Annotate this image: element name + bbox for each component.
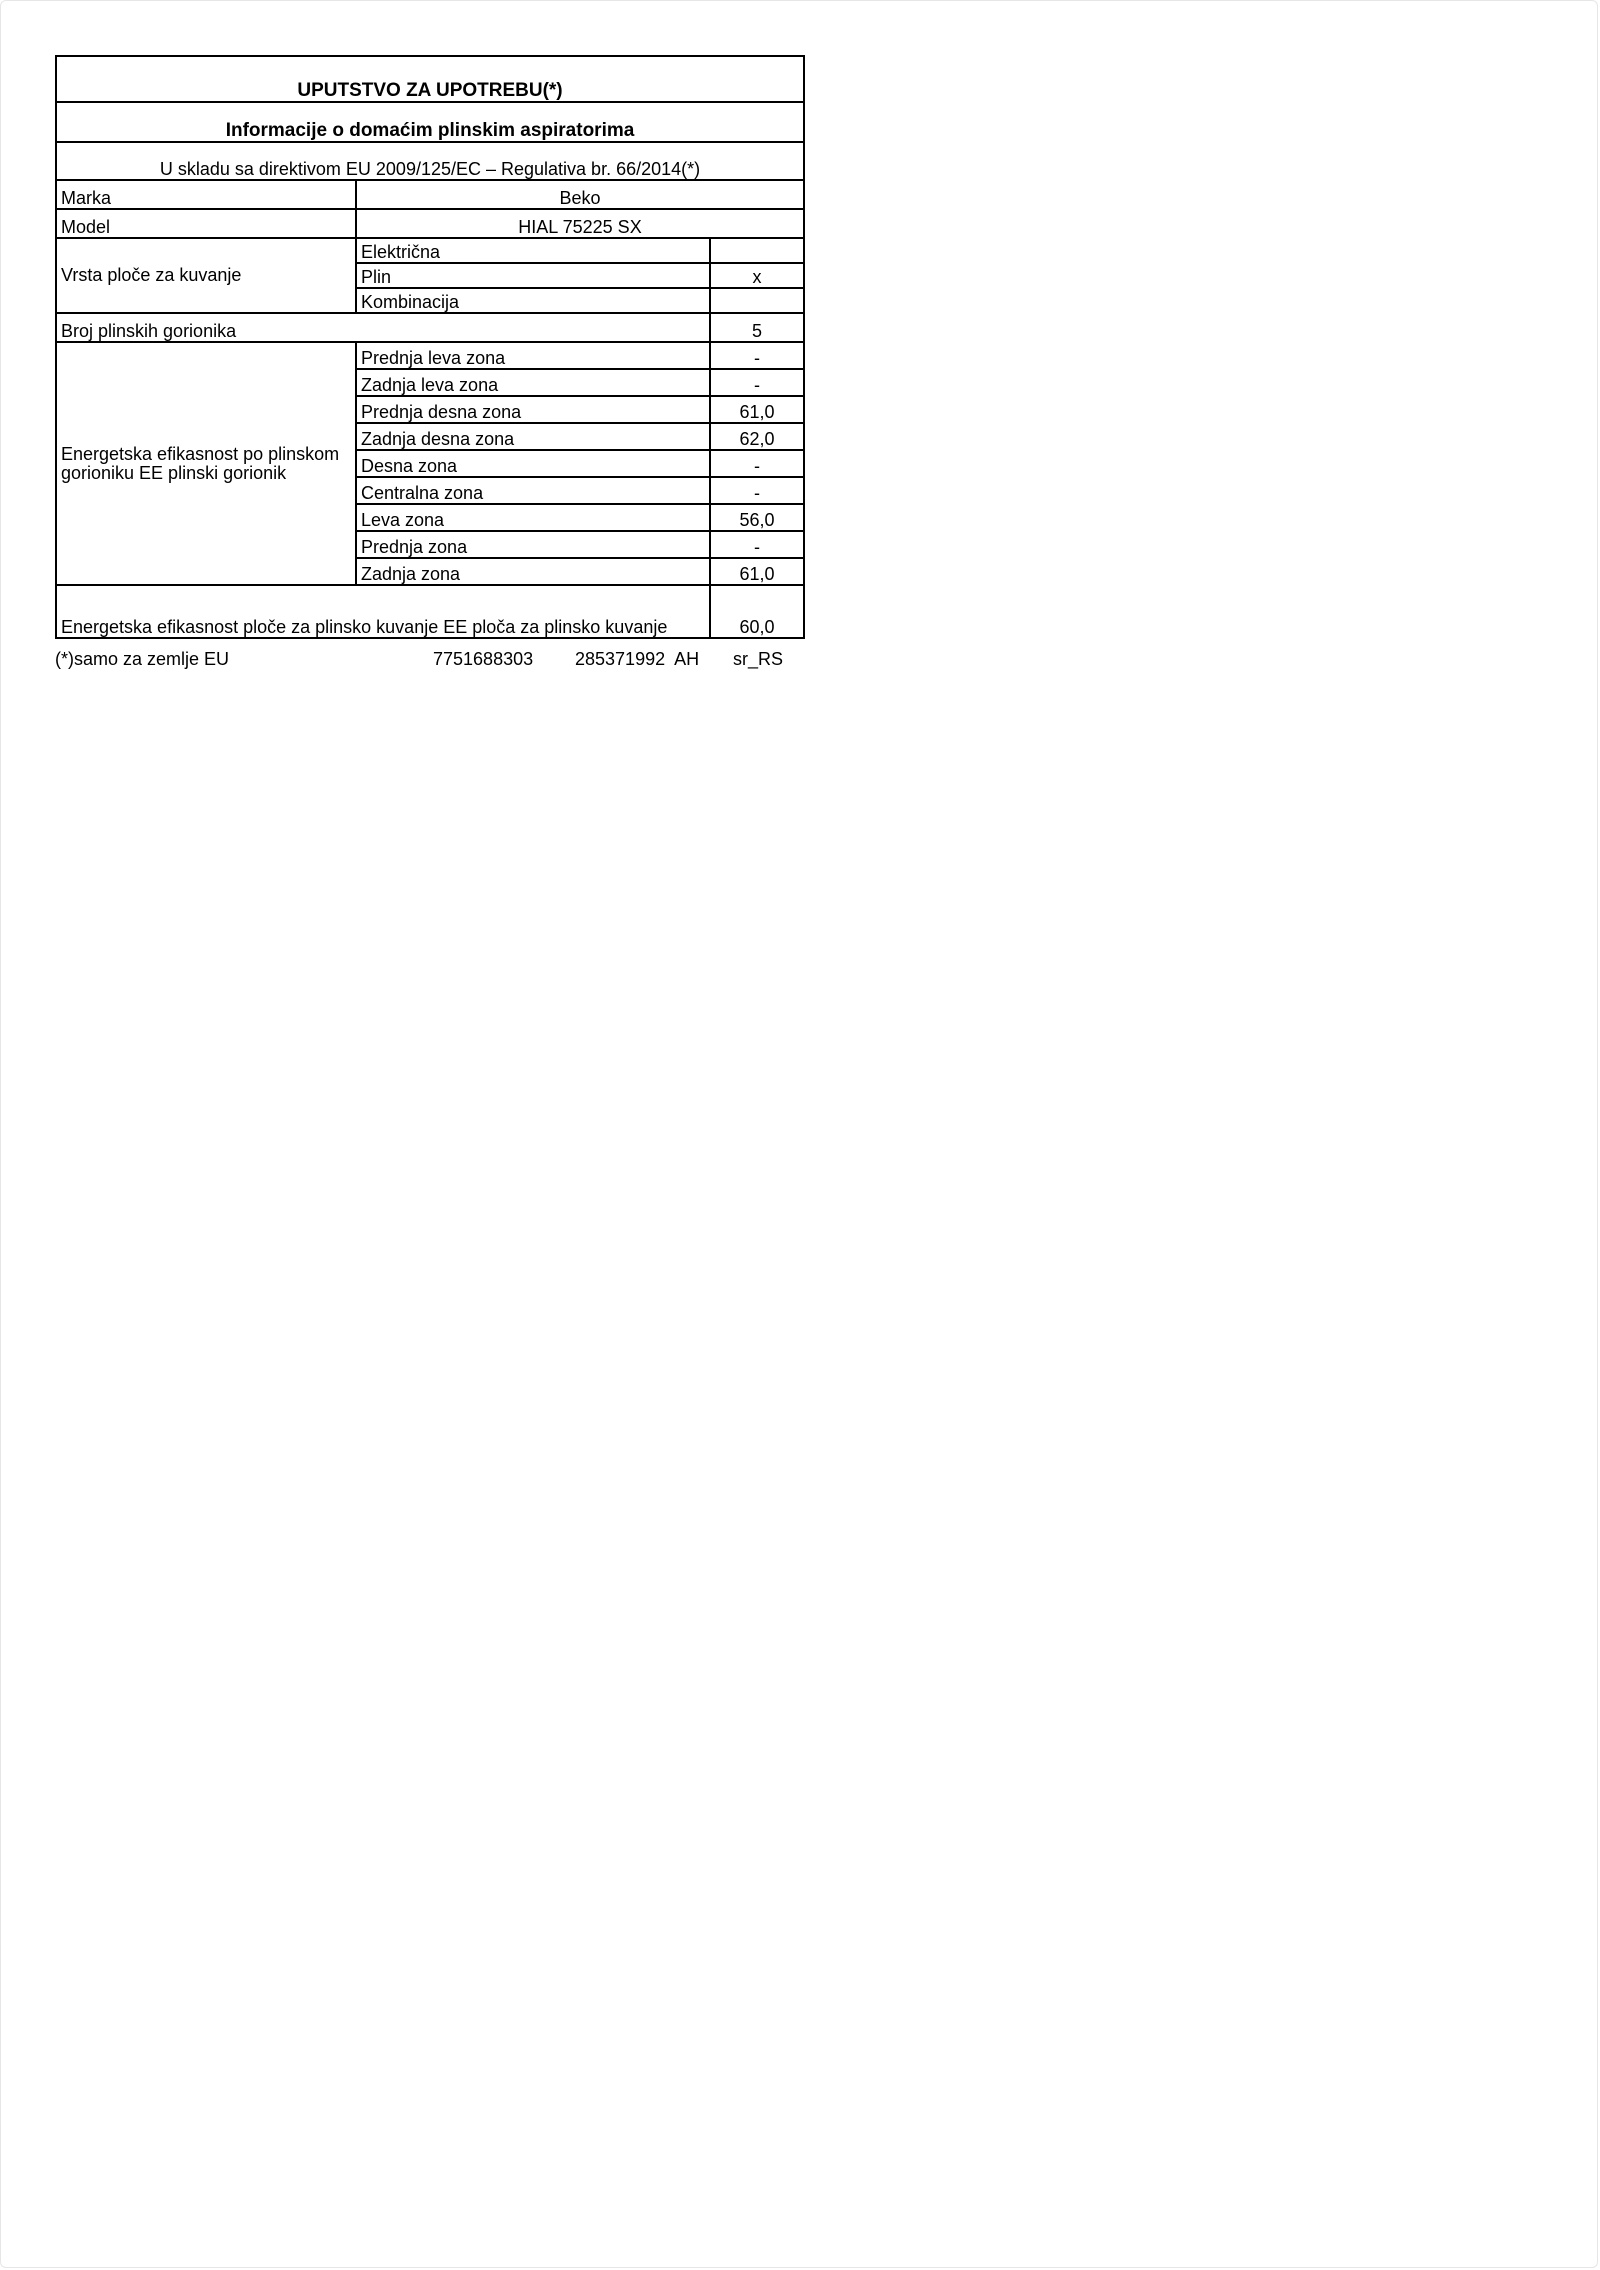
zone-name: Centralna zona <box>356 477 710 504</box>
zone-value: - <box>710 531 804 558</box>
zone-value: 56,0 <box>710 504 804 531</box>
hob-type-option-name: Električna <box>356 238 710 263</box>
zone-name: Zadnja zona <box>356 558 710 585</box>
hob-efficiency-label: Energetska efikasnost ploče za plinsko kuvanje EE ploča za plinsko kuvanje <box>56 585 710 638</box>
footer-code-primary: 7751688303 <box>433 649 534 669</box>
subtitle-row <box>56 102 804 142</box>
zone-value: - <box>710 450 804 477</box>
zone-value: 62,0 <box>710 423 804 450</box>
hob-type-row <box>56 238 804 263</box>
zone-name: Prednja zona <box>356 531 710 558</box>
regulation-text: U skladu sa direktivom EU 2009/125/EC – Regulativa br. 66/2014(*) <box>56 142 804 180</box>
zone-value: 61,0 <box>710 558 804 585</box>
zone-name: Desna zona <box>356 450 710 477</box>
burner-count-value: 5 <box>710 313 804 342</box>
zone-name: Leva zona <box>356 504 710 531</box>
model-row <box>56 209 804 238</box>
zone-value: - <box>710 369 804 396</box>
product-information-sheet <box>55 55 803 675</box>
footer-locale: sr_RS <box>733 649 784 669</box>
hob-efficiency-row <box>56 585 804 638</box>
zone-name: Zadnja desna zona <box>356 423 710 450</box>
document-title: UPUTSTVO ZA UPOTREBU(*) <box>56 56 804 102</box>
zone-value: - <box>710 342 804 369</box>
hob-type-option-value <box>710 288 804 313</box>
zone-name: Zadnja leva zona <box>356 369 710 396</box>
hob-type-label: Vrsta ploče za kuvanje <box>56 238 356 313</box>
hob-efficiency-value: 60,0 <box>710 585 804 638</box>
footer-code-secondary: 285371992 AH <box>575 649 700 669</box>
footer-note: (*)samo za zemlje EU <box>55 649 230 669</box>
regulation-row <box>56 142 804 180</box>
brand-row <box>56 180 804 209</box>
footer <box>55 649 803 675</box>
hob-type-option-name: Plin <box>356 263 710 288</box>
title-row <box>56 56 804 102</box>
hob-type-option-name: Kombinacija <box>356 288 710 313</box>
hob-type-option-value: x <box>710 263 804 288</box>
hob-type-option-value <box>710 238 804 263</box>
burner-efficiency-label: Energetska efikasnost po plinskom gorioniku EE plinski gorionik <box>56 342 356 585</box>
zone-value: 61,0 <box>710 396 804 423</box>
zone-value: - <box>710 477 804 504</box>
burner-count-row <box>56 313 804 342</box>
specification-table <box>55 55 805 639</box>
zone-row <box>56 342 804 369</box>
model-label: Model <box>56 209 356 238</box>
burner-count-label: Broj plinskih gorionika <box>56 313 710 342</box>
brand-value: Beko <box>356 180 804 209</box>
brand-label: Marka <box>56 180 356 209</box>
document-subtitle: Informacije o domaćim plinskim aspiratorima <box>56 102 804 142</box>
model-value: HIAL 75225 SX <box>356 209 804 238</box>
zone-name: Prednja desna zona <box>356 396 710 423</box>
zone-name: Prednja leva zona <box>356 342 710 369</box>
